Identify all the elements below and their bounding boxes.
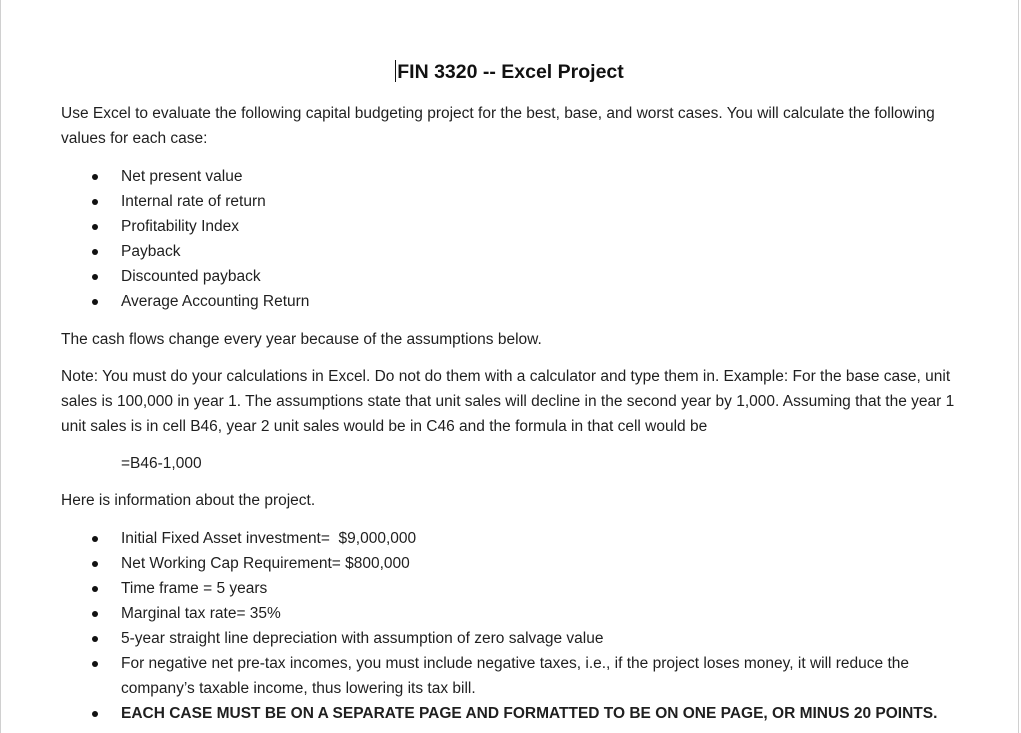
bullet-icon — [92, 299, 98, 305]
bullet-icon — [92, 661, 98, 667]
values-list — [1, 164, 1001, 314]
bullet-icon — [92, 224, 98, 230]
list-item: Profitability Index — [1, 214, 961, 239]
list-item: Time frame = 5 years — [1, 576, 961, 601]
list-item: Marginal tax rate= 35% — [1, 601, 961, 626]
formula-example: =B46-1,000 — [121, 455, 202, 472]
list-item: EACH CASE MUST BE ON A SEPARATE PAGE AND FORMATTED TO BE ON ONE PAGE, OR MINUS 20 POINTS. — [1, 701, 961, 726]
list-item: Payback — [1, 239, 961, 264]
list-item: Internal rate of return — [1, 189, 961, 214]
list-item: Discounted payback — [1, 264, 961, 289]
bullet-icon — [92, 536, 98, 542]
project-info-list — [1, 526, 1001, 726]
bullet-icon — [92, 249, 98, 255]
note-paragraph: Note: You must do your calculations in Excel. Do not do them with a calculator and type them in. Example: For the base case, unit sales is 100,000 in year 1. The assumptions state that unit sales will decline in the second year by 1,000. Assuming that the year 1 unit sales is in cell B46, year 2 unit sales would be in C46 and the formula in that cell would be — [61, 368, 955, 435]
bullet-icon — [92, 711, 98, 717]
cash-flows-paragraph: The cash flows change every year because of the assumptions below. — [61, 331, 542, 348]
bullet-icon — [92, 199, 98, 205]
list-item: Net Working Cap Requirement= $800,000 — [1, 551, 961, 576]
bullet-icon — [92, 586, 98, 592]
info-heading: Here is information about the project. — [61, 492, 316, 509]
list-item: 5-year straight line depreciation with assumption of zero salvage value — [1, 626, 961, 651]
list-item: For negative net pre-tax incomes, you must include negative taxes, i.e., if the project loses money, it will reduce the company’s taxable income, thus lowering its tax bill. — [1, 651, 961, 701]
document-title: FIN 3320 -- Excel Project — [397, 61, 624, 83]
bullet-icon — [92, 611, 98, 617]
bullet-icon — [92, 561, 98, 567]
bullet-icon — [92, 636, 98, 642]
intro-paragraph: Use Excel to evaluate the following capital budgeting project for the best, base, and worst cases. You will calculate the following values for each case: — [61, 105, 935, 147]
list-item: Average Accounting Return — [1, 289, 961, 314]
list-item: Initial Fixed Asset investment= $9,000,000 — [1, 526, 961, 551]
list-item: Net present value — [1, 164, 961, 189]
bullet-icon — [92, 174, 98, 180]
bullet-icon — [92, 274, 98, 280]
